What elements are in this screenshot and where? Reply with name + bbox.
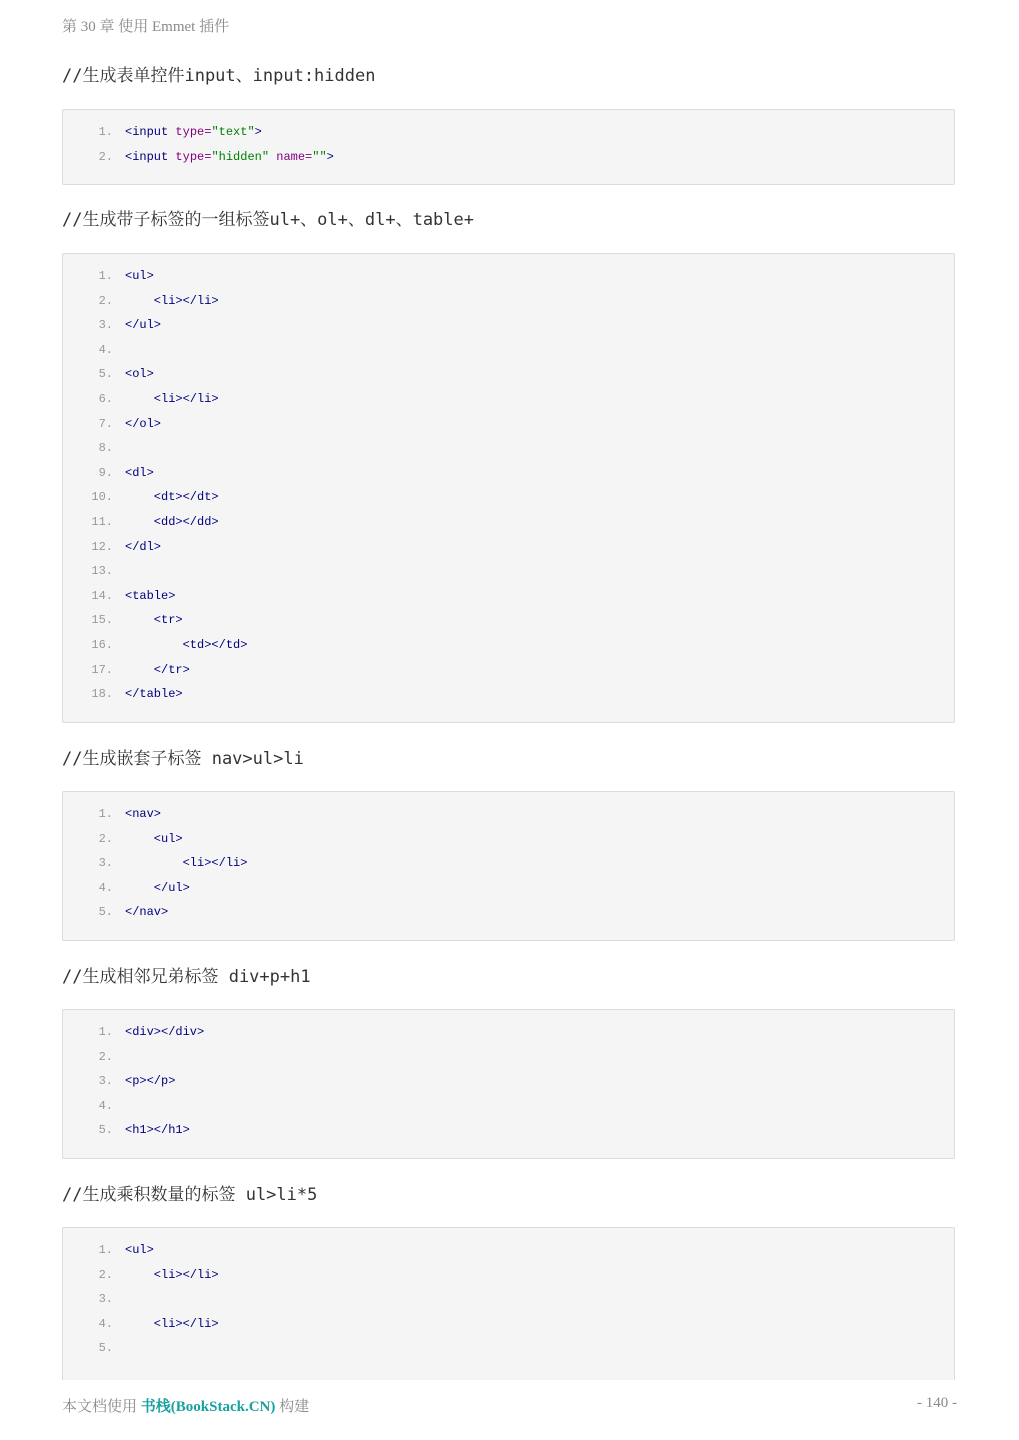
- code-tag: <dd></dd>: [125, 515, 219, 529]
- code-line: [63, 315, 954, 335]
- code-line: [63, 512, 954, 532]
- code-tag: <ul>: [125, 1243, 154, 1257]
- code-tag: >: [254, 125, 262, 139]
- code-tag: </ol>: [125, 416, 162, 431]
- code-line: [63, 902, 954, 922]
- line-number: 14.: [91, 588, 113, 603]
- code-text: [125, 389, 219, 409]
- code-text: [125, 902, 168, 922]
- section-heading: //生成相邻兄弟标签 div+p+h1: [62, 967, 311, 987]
- section-heading: //生成嵌套子标签 nav>ul>li: [62, 749, 304, 769]
- code-tag: <table>: [125, 588, 176, 603]
- code-block: [62, 253, 955, 723]
- code-text: [125, 684, 183, 704]
- code-attribute: name=: [276, 149, 313, 164]
- code-tag: <p></p>: [125, 1074, 176, 1089]
- code-text: [125, 291, 219, 311]
- code-text: [125, 1314, 219, 1334]
- line-number: 7.: [98, 416, 113, 431]
- code-block: [62, 791, 955, 941]
- code-tag: <input: [125, 149, 176, 164]
- code-string: "hidden": [211, 149, 270, 164]
- code-text: [125, 463, 154, 483]
- code-text: [125, 266, 154, 286]
- code-line: [63, 487, 954, 507]
- line-number: 3.: [98, 1292, 113, 1307]
- code-line: [63, 1071, 954, 1091]
- line-number: 4.: [98, 880, 113, 895]
- code-line: [63, 878, 954, 898]
- code-tag: <tr>: [125, 613, 183, 628]
- code-block: [62, 1227, 955, 1380]
- page-footer: [62, 1395, 957, 1416]
- code-line: [63, 829, 954, 849]
- code-line: [63, 561, 954, 581]
- line-number: 8.: [98, 441, 113, 456]
- line-number: 5.: [98, 367, 113, 382]
- code-text: [125, 829, 183, 849]
- code-tag: <li></li>: [125, 1316, 219, 1331]
- code-tag: <li></li>: [125, 1267, 219, 1282]
- code-tag: <ul>: [125, 269, 154, 283]
- code-line: [63, 1120, 954, 1140]
- code-line: [63, 1047, 954, 1067]
- footer-suffix: 构建: [275, 1399, 310, 1415]
- code-line: [63, 635, 954, 655]
- code-line: [63, 804, 954, 824]
- code-line: [63, 438, 954, 458]
- code-tag: </table>: [125, 687, 183, 702]
- code-line: [63, 1289, 954, 1309]
- code-text: [125, 586, 175, 606]
- code-text: [125, 878, 190, 898]
- code-line: [63, 684, 954, 704]
- code-line: [63, 1240, 954, 1260]
- code-block: [62, 1009, 955, 1159]
- section-heading: //生成乘积数量的标签 ul>li*5: [62, 1185, 318, 1205]
- code-line: [63, 389, 954, 409]
- page-number: - 140 -: [917, 1395, 957, 1411]
- line-number: 12.: [91, 539, 113, 554]
- code-line: [63, 537, 954, 557]
- line-number: 16.: [91, 638, 113, 652]
- code-text: [125, 660, 190, 680]
- line-number: 2.: [98, 1049, 113, 1064]
- code-line: [63, 463, 954, 483]
- code-line: [63, 610, 954, 630]
- code-line: [63, 291, 954, 311]
- line-number: 1.: [98, 269, 113, 283]
- footer-prefix: 本文档使用: [62, 1399, 141, 1415]
- code-tag: <input: [125, 125, 176, 139]
- code-line: [63, 266, 954, 286]
- code-attribute: type=: [175, 125, 212, 139]
- code-line: [63, 1022, 954, 1042]
- code-line: [63, 1338, 954, 1358]
- code-tag: </dl>: [125, 539, 162, 554]
- line-number: 15.: [91, 613, 113, 628]
- code-attribute: type=: [175, 149, 212, 164]
- code-line: [63, 147, 954, 167]
- line-number: 2.: [98, 831, 113, 846]
- line-number: 5.: [98, 1123, 113, 1138]
- code-tag: </tr>: [125, 662, 190, 677]
- code-line: [63, 586, 954, 606]
- section-heading: //生成表单控件input、input:hidden: [62, 66, 376, 86]
- line-number: 2.: [98, 1267, 113, 1282]
- code-text: [125, 1120, 190, 1140]
- code-text: [125, 364, 154, 384]
- code-tag: </ul>: [125, 880, 190, 895]
- code-line: [63, 122, 954, 142]
- code-tag: <dl>: [125, 465, 154, 480]
- code-text: [125, 853, 247, 873]
- code-text: [125, 1240, 154, 1260]
- code-tag: <ol>: [125, 367, 154, 382]
- footer-brand-link[interactable]: 书栈(BookStack.CN): [140, 1399, 276, 1415]
- code-text: [125, 147, 334, 167]
- code-block: [62, 109, 955, 185]
- line-number: 4.: [98, 1098, 113, 1113]
- code-tag: >: [326, 149, 334, 164]
- line-number: 1.: [98, 125, 113, 139]
- code-tag: <li></li>: [125, 293, 219, 308]
- line-number: 3.: [98, 1074, 113, 1089]
- document-content: [62, 0, 957, 1380]
- code-tag: </nav>: [125, 905, 169, 920]
- code-tag: <td></td>: [125, 638, 248, 652]
- code-line: [63, 660, 954, 680]
- code-line: [63, 340, 954, 360]
- line-number: 1.: [98, 807, 113, 821]
- line-number: 5.: [98, 905, 113, 920]
- line-number: 3.: [98, 856, 113, 871]
- code-text: [125, 635, 247, 655]
- line-number: 11.: [91, 515, 113, 529]
- line-number: 6.: [98, 392, 113, 406]
- code-tag: <dt></dt>: [125, 490, 219, 505]
- code-tag: </ul>: [125, 318, 162, 333]
- code-text: [125, 1022, 204, 1042]
- code-text: [125, 122, 262, 142]
- code-text: [125, 537, 161, 557]
- line-number: 17.: [91, 662, 113, 677]
- line-number: 3.: [98, 318, 113, 333]
- code-text: [125, 610, 183, 630]
- code-line: [63, 1314, 954, 1334]
- code-line: [63, 414, 954, 434]
- code-line: [63, 1265, 954, 1285]
- line-number: 4.: [98, 342, 113, 357]
- line-number: 10.: [91, 490, 113, 505]
- code-text: [125, 1071, 175, 1091]
- code-tag: <nav>: [125, 807, 162, 821]
- code-tag: <li></li>: [125, 392, 219, 406]
- code-line: [63, 853, 954, 873]
- code-tag: <div></div>: [125, 1025, 205, 1039]
- line-number: 18.: [91, 687, 113, 702]
- section-heading: //生成带子标签的一组标签ul+、ol+、dl+、table+: [62, 210, 474, 230]
- chapter-header: 第 30 章 使用 Emmet 插件: [62, 19, 230, 35]
- line-number: 2.: [98, 149, 113, 164]
- code-text: [125, 512, 219, 532]
- code-tag: <li></li>: [125, 856, 248, 871]
- line-number: 1.: [98, 1025, 113, 1039]
- code-text: [125, 487, 219, 507]
- code-tag: <h1></h1>: [125, 1123, 190, 1138]
- line-number: 1.: [98, 1243, 113, 1257]
- code-line: [63, 364, 954, 384]
- line-number: 9.: [98, 465, 113, 480]
- code-text: [125, 315, 161, 335]
- code-text: [125, 1265, 219, 1285]
- code-text: [125, 414, 161, 434]
- code-text: [125, 804, 161, 824]
- line-number: 5.: [98, 1341, 113, 1356]
- code-string: "": [312, 149, 327, 164]
- code-line: [63, 1096, 954, 1116]
- line-number: 4.: [98, 1316, 113, 1331]
- line-number: 13.: [91, 564, 113, 579]
- code-tag: <ul>: [125, 831, 183, 846]
- code-string: "text": [211, 125, 255, 139]
- line-number: 2.: [98, 293, 113, 308]
